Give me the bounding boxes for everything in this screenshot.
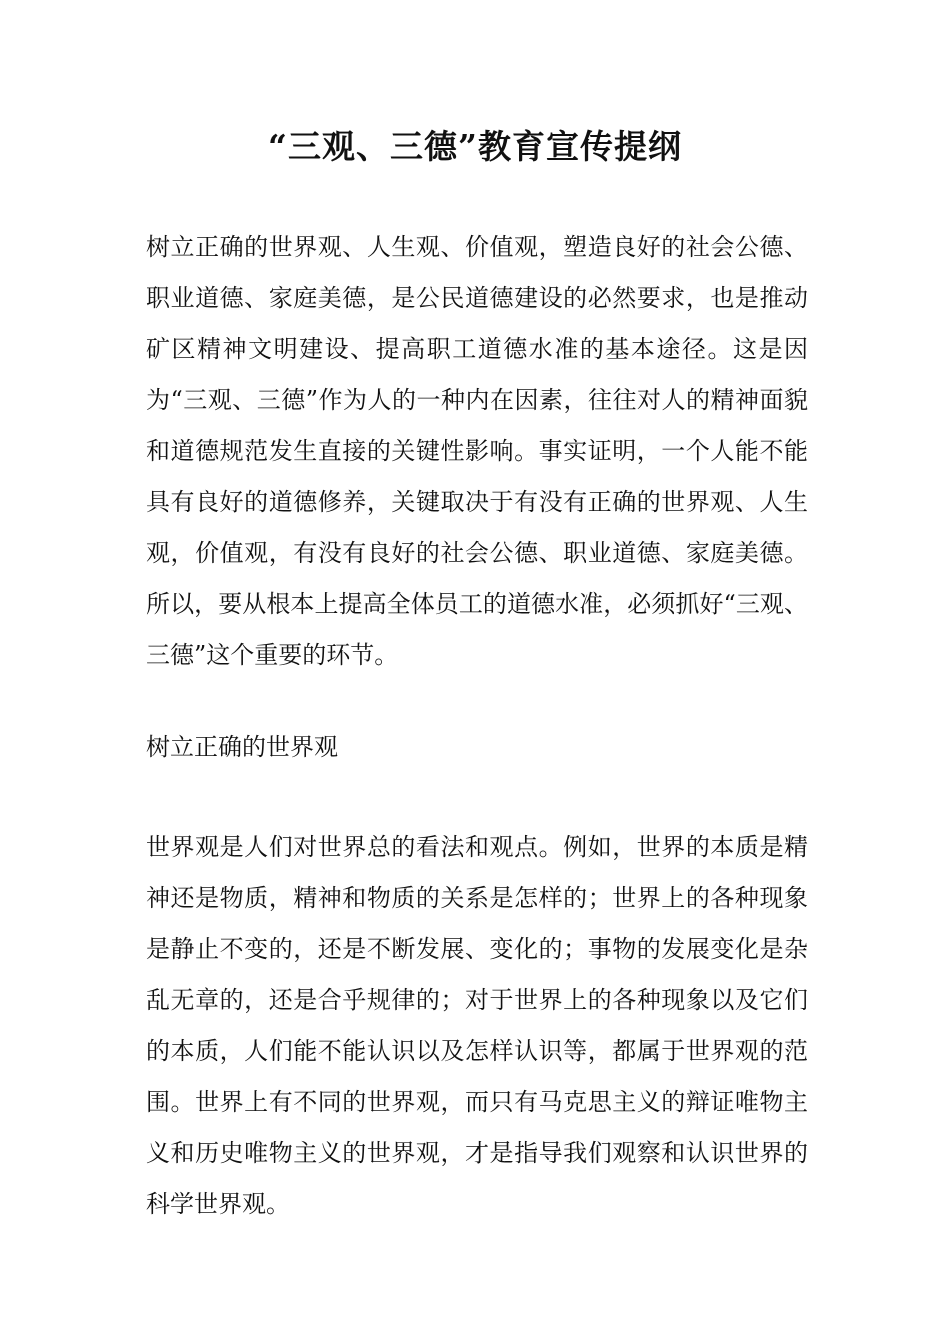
- intro-paragraph: 树立正确的世界观、人生观、价值观，塑造良好的社会公德、职业道德、家庭美德，是公民道德建设的必然要求，也是推动矿区精神文明建设、提高职工道德水准的基本途径。这是因为“三观、三德”作为人的一种内在因素，往往对人的精神面貌和道德规范发生直接的关键性影响。事实证明，一个人能不能具有良好的道德修养，关键取决于有没有正确的世界观、人生观，价值观，有没有良好的社会公德、职业道德、家庭美德。所以，要从根本上提高全体员工的道德水准，必须抓好“三观、三德”这个重要的环节。: [146, 233, 808, 669]
- document-title: “三观、三德”教育宣传提纲: [268, 127, 682, 166]
- section-paragraph: 世界观是人们对世界总的看法和观点。例如，世界的本质是精神还是物质，精神和物质的关系是怎样的；世界上的各种现象是静止不变的，还是不断发展、变化的；事物的发展变化是杂乱无章的，还是合乎规律的；对于世界上的各种现象以及它们的本质，人们能不能认识以及怎样认识等，都属于世界观的范围。世界上有不同的世界观，而只有马克思主义的辩证唯物主义和历史唯物主义的世界观，才是指导我们观察和认识世界的科学世界观。: [146, 833, 808, 1218]
- section-heading: 树立正确的世界观: [146, 733, 338, 761]
